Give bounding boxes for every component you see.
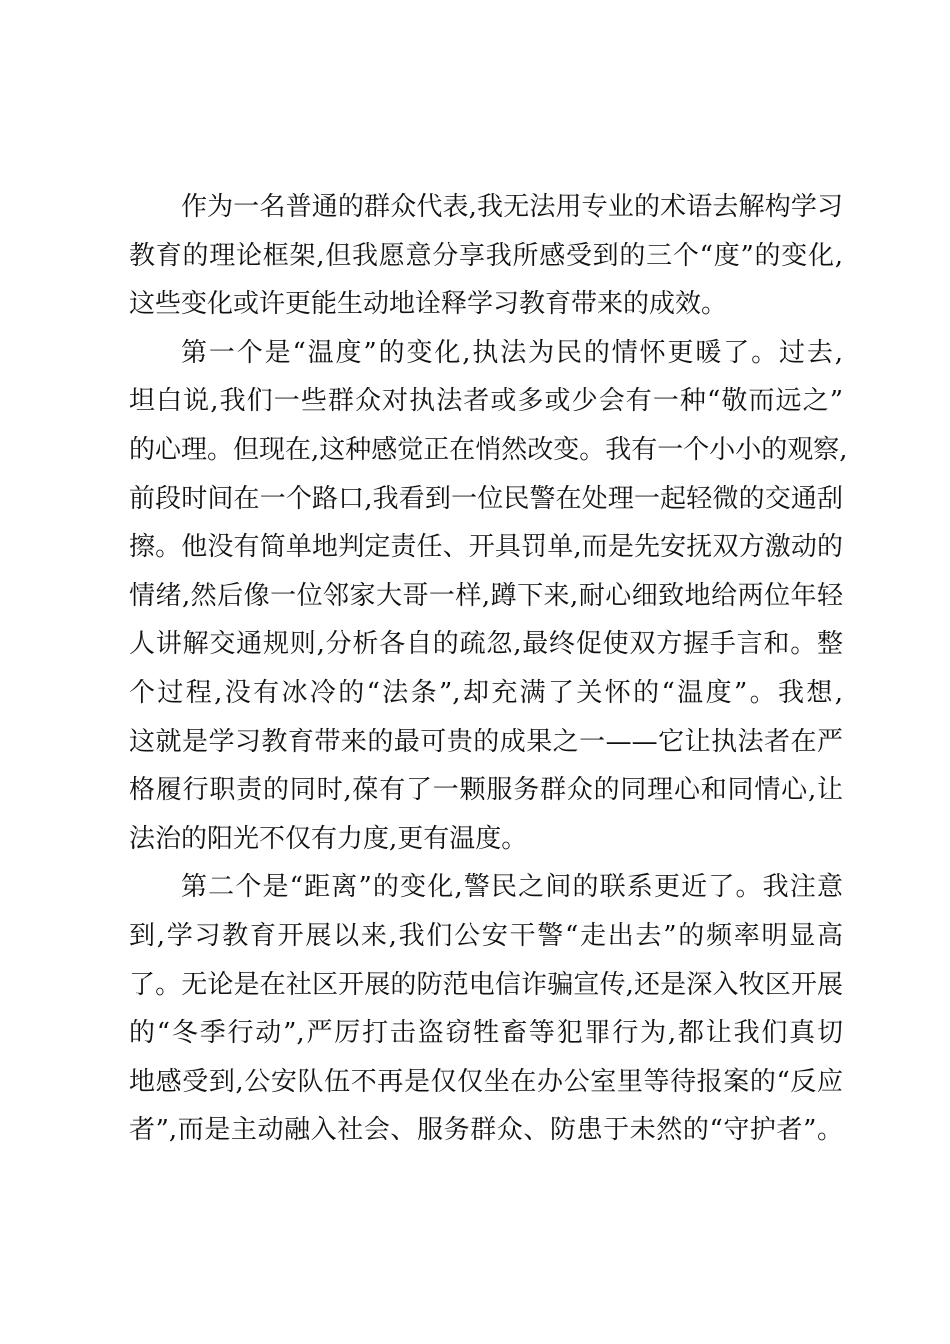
document-body: [129, 183, 848, 1155]
text-line: 者”,而是主动融入社会、服务群众、防患于未然的“守护者”。: [129, 1115, 843, 1146]
text-line: 格履行职责的同时,葆有了一颗服务群众的同理心和同情心,让: [129, 775, 843, 806]
text-line: 了。无论是在社区开展的防范电信诈骗宣传,还是深入牧区开展: [129, 969, 843, 1000]
text-line: 第一个是“温度”的变化,执法为民的情怀更暖了。过去,: [181, 337, 843, 368]
text-line: 作为一名普通的群众代表,我无法用专业的术语去解构学习: [181, 192, 843, 222]
paragraph-temperature: [129, 329, 848, 864]
text-line: 的心理。但现在,这种感觉正在悄然改变。我有一个小小的观察,: [129, 434, 848, 465]
text-line: 法治的阳光不仅有力度,更有温度。: [129, 823, 528, 854]
text-line: 人讲解交通规则,分析各自的疏忽,最终促使双方握手言和。整: [129, 629, 843, 660]
text-line: 到,学习教育开展以来,我们公安干警“走出去”的频率明显高: [129, 920, 843, 951]
text-line: 个过程,没有冰冷的“法条”,却充满了关怀的“温度”。我想,: [129, 677, 843, 708]
text-line: 这就是学习教育带来的最可贵的成果之一——它让执法者在严: [129, 726, 843, 757]
text-line: 前段时间在一个路口,我看到一位民警在处理一起轻微的交通刮: [129, 483, 843, 514]
text-line: 坦白说,我们一些群众对执法者或多或少会有一种“敬而远之”: [129, 386, 843, 417]
paragraph-distance: [129, 863, 843, 1155]
text-line: 这些变化或许更能生动地诠释学习教育带来的成效。: [129, 289, 728, 320]
text-line: 教育的理论框架,但我愿意分享我所感受到的三个“度”的变化,: [129, 240, 843, 271]
text-line: 地感受到,公安队伍不再是仅仅坐在办公室里等待报案的“反应: [129, 1066, 843, 1097]
text-line: 第二个是“距离”的变化,警民之间的联系更近了。我注意: [181, 872, 843, 903]
paragraph-intro: [129, 183, 843, 329]
text-line: 的“冬季行动”,严厉打击盗窃牲畜等犯罪行为,都让我们真切: [129, 1018, 843, 1049]
text-line: 擦。他没有简单地判定责任、开具罚单,而是先安抚双方激动的: [129, 532, 843, 563]
text-line: 情绪,然后像一位邻家大哥一样,蹲下来,耐心细致地给两位年轻: [129, 580, 843, 611]
